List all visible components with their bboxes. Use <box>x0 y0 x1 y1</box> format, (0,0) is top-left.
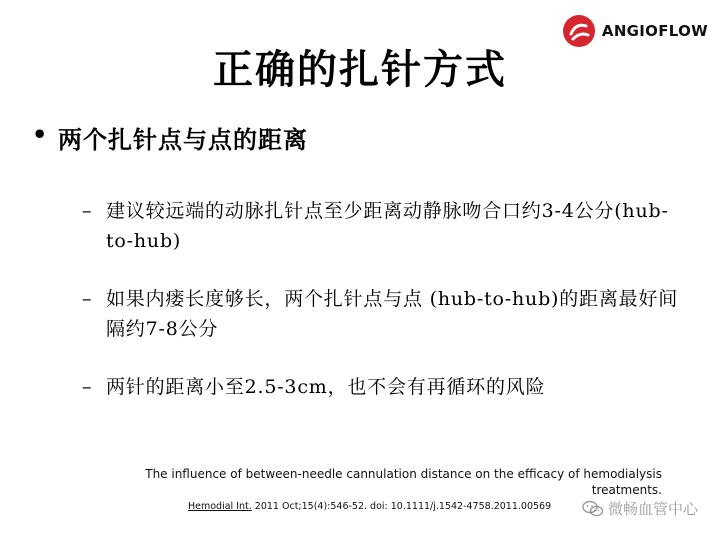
sub-bullet-text: 两针的距离小至2.5-3cm，也不会有再循环的风险 <box>106 376 546 398</box>
main-bullet-text: 两个扎针点与点的距离 <box>58 125 308 154</box>
slide-title: 正确的扎针方式 <box>213 46 507 93</box>
logo-brand-text: ANGIOFLOW <box>601 22 708 40</box>
sub-bullet-item <box>82 196 682 256</box>
sub-bullet-dash: – <box>82 200 93 222</box>
sub-bullet-text: 如果内瘘长度够长，两个扎针点与点 (hub-to-hub)的距离最好间隔约7-8公分 <box>106 288 679 340</box>
sub-bullet-item <box>82 372 682 402</box>
wechat-icon <box>582 500 604 518</box>
sub-bullet-dash: – <box>82 288 93 310</box>
citation-journal-link[interactable]: Hemodial Int. <box>188 501 252 512</box>
sub-bullet-item <box>82 284 682 344</box>
watermark-text: 微畅血管中心 <box>607 500 698 518</box>
watermark <box>582 498 698 519</box>
sub-bullet-text: 建议较远端的动脉扎针点至少距离动静脉吻合口约3-4公分(hub-to-hub) <box>106 200 669 252</box>
sub-bullet-list <box>82 196 682 430</box>
sub-bullet-dash: – <box>82 376 93 398</box>
citation-reference <box>188 501 551 512</box>
citation-details: 2011 Oct;15(4):546-52. doi: 10.1111/j.1542-4758.2011.00569 <box>251 501 552 512</box>
bullet-marker: • <box>32 120 49 149</box>
citation-title: The influence of between-needle cannulation distance on the efficacy of hemodialysis treatments. <box>145 467 662 497</box>
main-bullet <box>32 120 308 155</box>
